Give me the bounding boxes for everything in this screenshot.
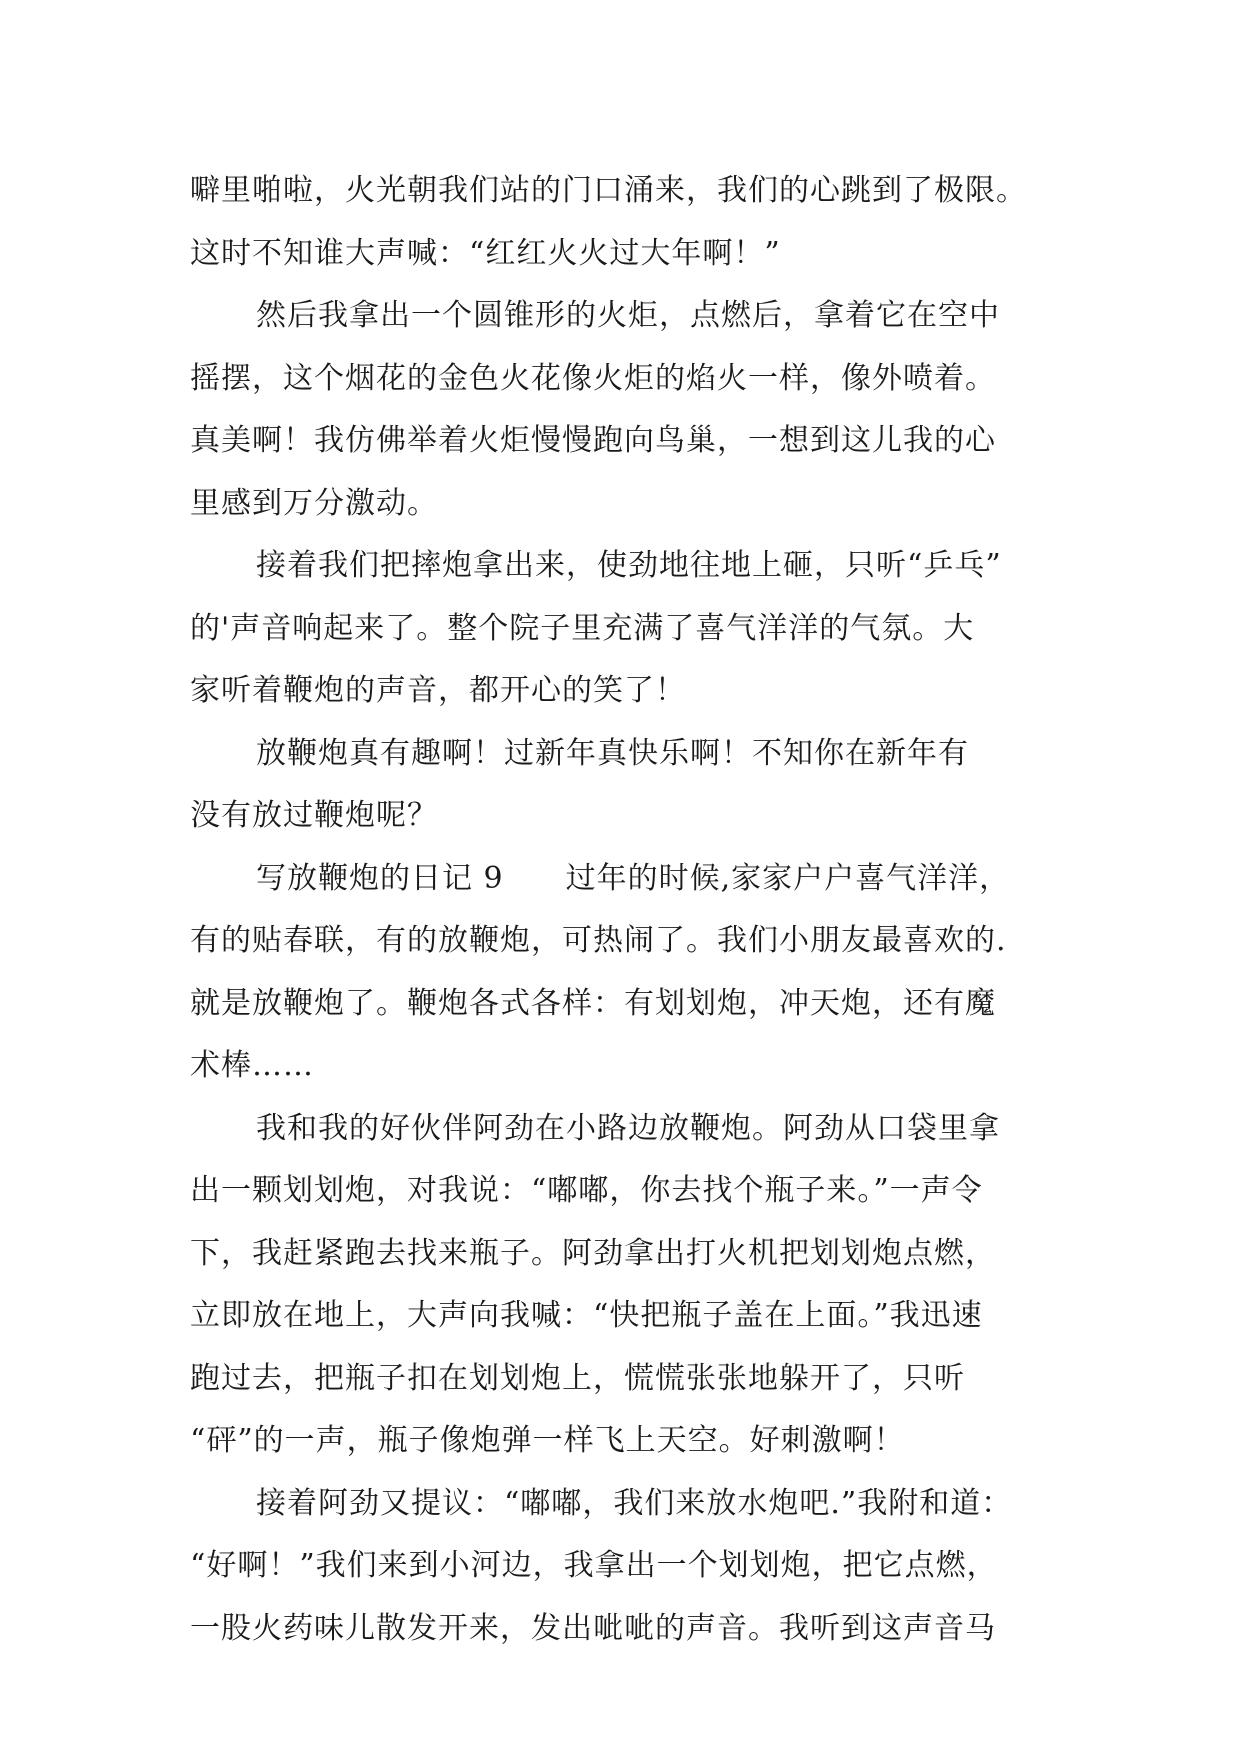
- paragraph-first-line: 放鞭炮真有趣啊！过新年真快乐啊！不知你在新年有: [256, 735, 969, 771]
- paragraph-first-line: 然后我拿出一个圆锥形的火炬，点燃后，拿着它在空中: [256, 298, 1000, 333]
- paragraph-first-line: 我和我的好伙伴阿劲在小路边放鞭炮。阿劲从口袋里拿: [256, 1110, 1000, 1146]
- text-line: 没有放过鞭炮呢？: [190, 798, 438, 833]
- text-line: “好啊！”我们来到小河边，我拿出一个划划炮，把它点燃，: [190, 1548, 998, 1583]
- paragraph-first-line: 写放鞭炮的日记 9 过年的时候,家家户户喜气洋洋，: [256, 860, 1011, 896]
- text-line: 跑过去，把瓶子扣在划划炮上，慌慌张张地躲开了，只听: [190, 1360, 965, 1396]
- text-line: 噼里啪啦，火光朝我们站的门口涌来，我们的心跳到了极限。: [190, 173, 1027, 208]
- paragraph-first-line: 接着阿劲又提议：“嘟嘟，我们来放水炮吧.”我附和道：: [256, 1485, 1013, 1521]
- body-text: [190, 160, 1070, 1660]
- text-line: 这时不知谁大声喊：“红红火火过大年啊！”: [190, 235, 781, 271]
- text-line: 就是放鞭炮了。鞭炮各式各样：有划划炮，冲天炮，还有魔: [190, 985, 996, 1021]
- text-line: “砰”的一声，瓶子像炮弹一样飞上天空。好刺激啊！: [190, 1423, 905, 1458]
- text-line: 的'声音响起来了。整个院子里充满了喜气洋洋的气氛。大: [190, 610, 975, 646]
- text-line: 摇摆，这个烟花的金色火花像火炬的焰火一样，像外喷着。: [190, 360, 996, 396]
- text-line: 下，我赶紧跑去找来瓶子。阿劲拿出打火机把划划炮点燃，: [190, 1235, 996, 1271]
- text-line: 有的贴春联，有的放鞭炮，可热闹了。我们小朋友最喜欢的.: [190, 923, 1007, 958]
- text-line: 术棒……: [190, 1048, 314, 1083]
- text-line: 出一颗划划炮，对我说：“嘟嘟，你去找个瓶子来。”一声令: [190, 1173, 983, 1208]
- text-line: 立即放在地上，大声向我喊：“快把瓶子盖在上面。”我迅速: [190, 1298, 983, 1333]
- text-line: 家听着鞭炮的声音，都开心的笑了！: [190, 673, 686, 708]
- text-line: 里感到万分激动。: [190, 485, 438, 521]
- text-line: 真美啊！我仿佛举着火炬慢慢跑向鸟巢，一想到这儿我的心: [190, 423, 996, 458]
- paragraph-first-line: 接着我们把摔炮拿出来，使劲地往地上砸，只听“乒乓”: [256, 548, 1002, 583]
- text-line: 一股火药味儿散发开来，发出呲呲的声音。我听到这声音马: [190, 1610, 996, 1646]
